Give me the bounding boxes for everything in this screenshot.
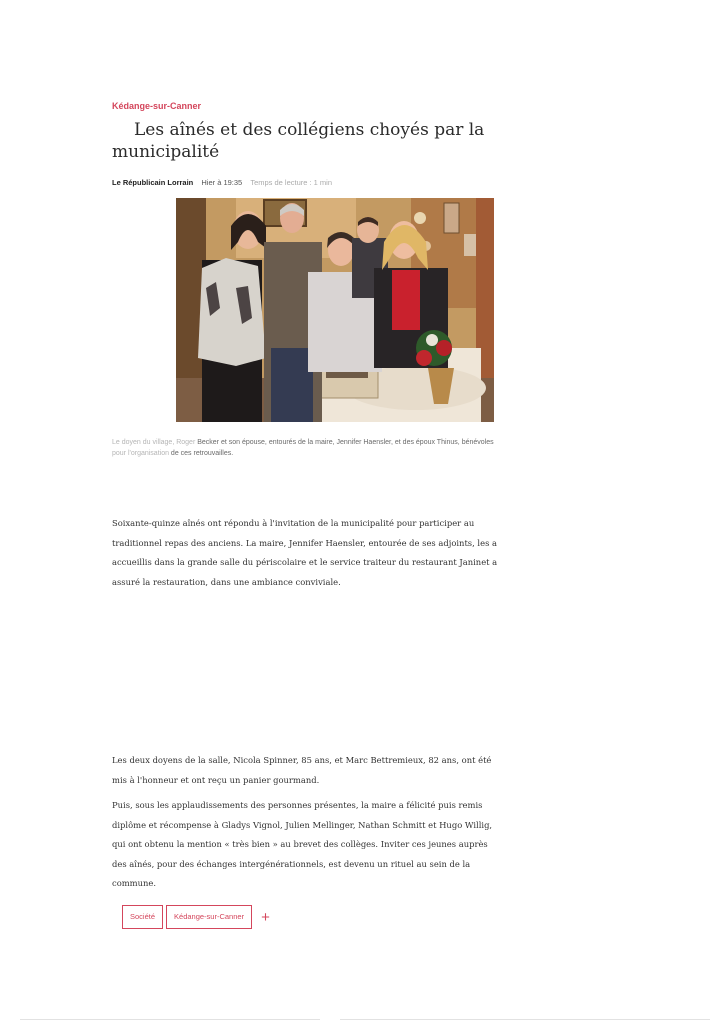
article-category[interactable]: Kédange-sur-Canner <box>112 101 202 111</box>
footer-divider-left <box>20 1019 320 1020</box>
caption-part-2: Becker et son épouse, entourés de la maire, Jennifer Haensler, et des époux Thinus, bénévoles <box>195 439 494 446</box>
article-source[interactable]: Le Républicain Lorrain <box>112 178 194 187</box>
tag-societe[interactable]: Société <box>122 905 163 929</box>
article-paragraph: Soixante-quinze aînés ont répondu à l'invitation de la municipalité pour participer au traditionnel repas des anciens. La maire, Jennifer Haensler, entourée de ses adjoints, les a accueillis dans la grande salle du périscolaire et le service traiteur du restaurant Janinet a assuré la restauration, dans une ambiance conviviale. <box>112 518 498 587</box>
article-paragraph: Puis, sous les applaudissements des personnes présentes, la maire a félicité puis remis diplôme et récompense à Gladys Vignol, Julien Mellinger, Nathan Schmitt et Hugo Willig, qui ont obtenu la mention « très bien » au brevet des collèges. Inviter ces jeunes auprès des aînés, pour des échanges intergénérationnels, est devenu un rituel au sein de la commune. <box>112 800 493 888</box>
photo-illustration <box>176 198 494 422</box>
article-reading-time: Temps de lecture : 1 min <box>250 178 333 187</box>
article-title: Les aînés et des collégiens choyés par la municipalité <box>112 120 485 162</box>
caption-part-4: de ces retrouvailles. <box>168 450 234 457</box>
article-paragraph: Les deux doyens de la salle, Nicola Spinner, 85 ans, et Marc Bettremieux, 82 ans, ont été mis à l'honneur et ont reçu un panier gourmand. <box>112 755 492 785</box>
article-byline <box>112 178 332 187</box>
article-time: Hier à 19:35 <box>201 178 243 187</box>
tag-list <box>122 905 270 929</box>
tag-kedange-sur-canner[interactable]: Kédange-sur-Canner <box>166 905 252 929</box>
footer-divider-right <box>340 1019 710 1020</box>
photo-caption <box>112 437 562 459</box>
caption-part-3: pour l'organisation <box>112 450 169 457</box>
article-photo <box>176 198 494 422</box>
caption-part-1: Le doyen du village, Roger <box>112 439 196 446</box>
plus-icon[interactable]: + <box>261 908 270 926</box>
